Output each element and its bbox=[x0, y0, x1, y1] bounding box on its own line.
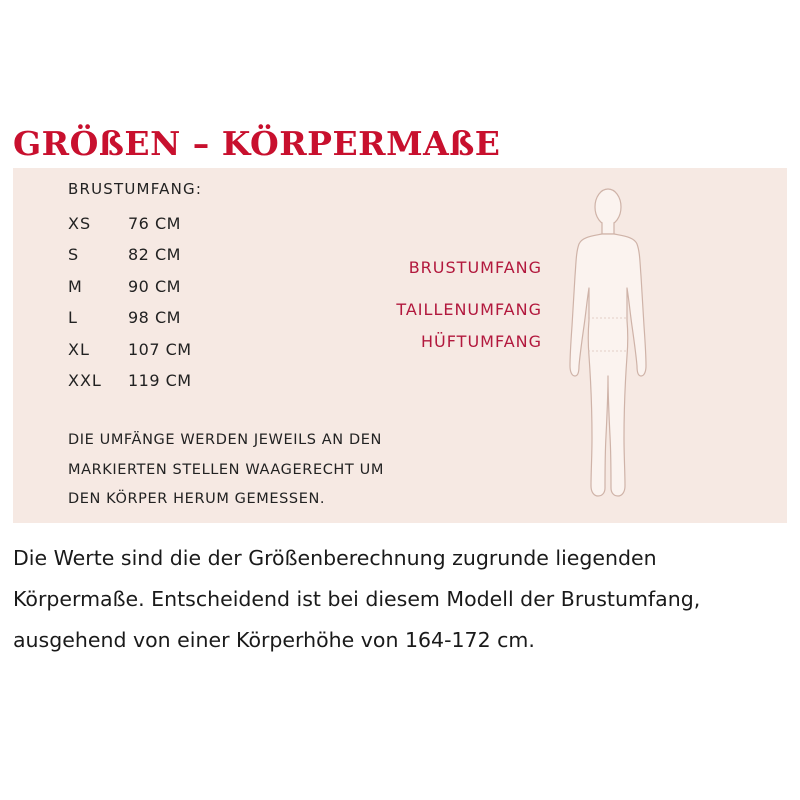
hip-measure-label: HÜFTUMFANG bbox=[421, 332, 542, 351]
size-label: XXL bbox=[68, 370, 102, 390]
size-value: 119 CM bbox=[128, 370, 192, 390]
size-label: S bbox=[68, 245, 80, 265]
note-line: DEN KÖRPER HERUM GEMESSEN. bbox=[68, 491, 326, 507]
size-row bbox=[68, 208, 268, 239]
size-label: M bbox=[68, 276, 83, 296]
note-line: MARKIERTEN STELLEN WAAGERECHT UM bbox=[68, 461, 384, 478]
description-line: Die Werte sind die der Größenberechnung zugrunde liegenden bbox=[13, 546, 657, 570]
description-text bbox=[13, 538, 793, 661]
waist-measure-label: TAILLENUMFANG bbox=[396, 300, 542, 319]
size-row bbox=[68, 302, 268, 333]
description-line: Körpermaße. Entscheidend ist bei diesem Modell der Brustumfang, bbox=[13, 587, 701, 611]
size-label: XS bbox=[68, 214, 92, 233]
size-value: 90 CM bbox=[128, 276, 181, 296]
size-value: 107 CM bbox=[128, 339, 192, 359]
size-label: XL bbox=[68, 339, 90, 359]
description-line: ausgehend von einer Körperhöhe von 164-172 cm. bbox=[13, 628, 535, 652]
size-row bbox=[68, 239, 268, 270]
size-row bbox=[68, 271, 268, 302]
body-outline-icon bbox=[558, 180, 658, 505]
note-line: DIE UMFÄNGE WERDEN JEWEILS AN DEN bbox=[68, 432, 382, 448]
size-value: 98 CM bbox=[128, 308, 181, 328]
size-row bbox=[68, 365, 268, 396]
page-title: GRÖßEN – KÖRPERMAßE bbox=[13, 124, 501, 163]
size-value: 82 CM bbox=[128, 245, 181, 265]
chest-measure-label: BRUSTUMFANG bbox=[408, 258, 542, 277]
size-table bbox=[68, 208, 268, 396]
size-chart-panel bbox=[13, 168, 787, 523]
size-row bbox=[68, 334, 268, 365]
size-label: L bbox=[68, 308, 78, 328]
measurement-note bbox=[68, 426, 384, 515]
size-value: 76 CM bbox=[128, 214, 181, 233]
chest-heading: BRUSTUMFANG: bbox=[68, 180, 203, 198]
